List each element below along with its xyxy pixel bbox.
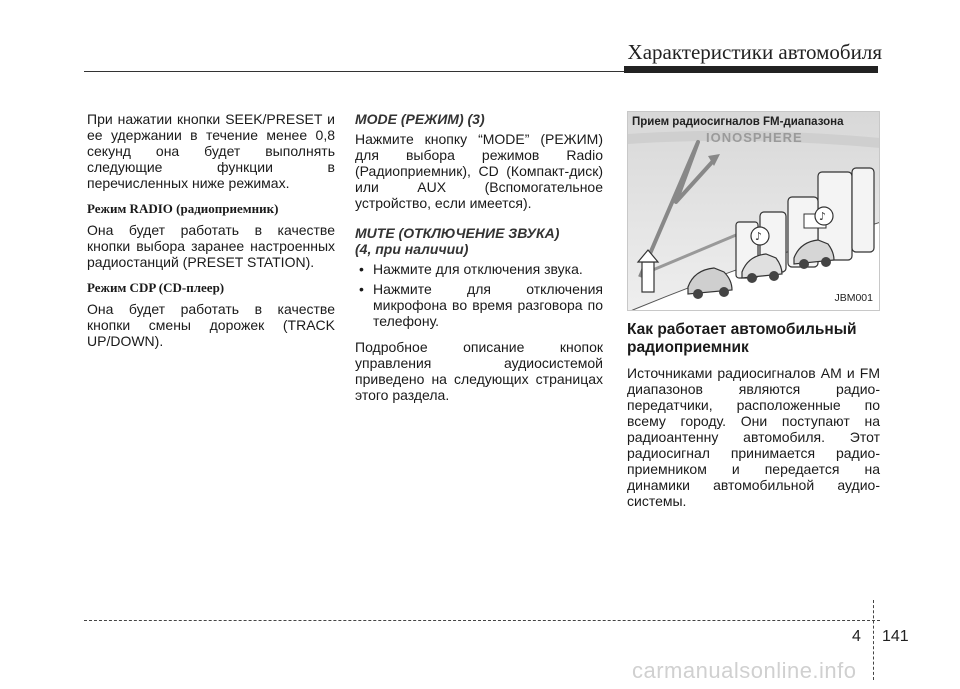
- ionosphere-label: IONOSPHERE: [706, 130, 803, 145]
- column-right: [627, 111, 880, 519]
- wheel-icon: [769, 271, 779, 281]
- watermark: carmanualsonline.info: [632, 658, 857, 683]
- list-item: • Нажмите для отключения микрофона во время разговора по телефону.: [355, 281, 603, 329]
- list-item: • Нажмите для отключения звука.: [355, 261, 603, 277]
- wheel-icon: [693, 289, 703, 299]
- footer-divider: [873, 600, 874, 680]
- page-header-title: Характеристики автомобиля: [627, 40, 882, 64]
- seek-preset-intro: При нажатии кнопки SEEK/PRESET и ее удержании в течение менее 0,8 секунд она будет выполнять следующие функции в перечисленных ниже режимах.: [87, 111, 335, 191]
- wheel-icon: [747, 273, 757, 283]
- section-text: Источниками радиосигналов AM и FM диапазонов являются радио-передатчики, расположенные по всему городу. Они поступают на радиоантенну автомобиля. Этот радиосигнал принимается радио-приемником и передается на динамики автомобильной аудио-системы.: [627, 365, 880, 509]
- figure-caption: Прием радиосигналов FM-диапазона: [632, 116, 844, 128]
- mute-heading: [355, 225, 603, 257]
- radio-mode-heading: Режим RADIO (радиоприемник): [87, 201, 279, 216]
- transmitter-tower-icon: [642, 262, 654, 292]
- mode-text: Нажмите кнопку “MODE” (РЕЖИМ) для выбора режимов Radio (Радиоприемник), CD (Компакт-диск) или AUX (Вспомогательное устройство, если имеется).: [355, 131, 603, 211]
- radio-mode-text: Она будет работать в качестве кнопки выбора заранее настроенных радиостанций (PRESET STATION).: [87, 222, 335, 270]
- mute-heading-line1: MUTE (ОТКЛЮЧЕНИЕ ЗВУКА): [355, 225, 560, 241]
- chapter-number: 4: [852, 628, 861, 645]
- cdp-mode-heading: Режим CDP (CD-плеер): [87, 280, 225, 295]
- mute-bullet-list: [355, 261, 603, 329]
- music-note-glyph: ♪: [755, 230, 763, 243]
- building-icon: [852, 168, 874, 252]
- music-note-glyph: ♪: [819, 210, 827, 223]
- mute-heading-line2: (4, при наличии): [355, 241, 469, 257]
- header-rule-accent: [624, 66, 878, 73]
- details-text: Подробное описание кнопок управления аудиосистемой приведено на следующих страницах этого раздела.: [355, 339, 603, 403]
- wheel-icon: [799, 259, 809, 269]
- mode-heading: MODE (РЕЖИМ) (3): [355, 111, 485, 127]
- column-middle: [355, 111, 603, 413]
- figure-code: JBM001: [834, 292, 873, 304]
- section-title: Как работает автомобильный радиоприемник: [627, 321, 857, 356]
- fm-reception-figure: [627, 111, 880, 311]
- column-left: [87, 111, 335, 359]
- footer-rule: [84, 620, 880, 621]
- wheel-icon: [719, 287, 729, 297]
- fm-reception-illustration: [628, 112, 880, 311]
- cdp-mode-text: Она будет работать в качестве кнопки смены дорожек (TRACK UP/DOWN).: [87, 301, 335, 349]
- page-number: 141: [882, 628, 909, 645]
- header-rule: [84, 71, 624, 72]
- wheel-icon: [821, 257, 831, 267]
